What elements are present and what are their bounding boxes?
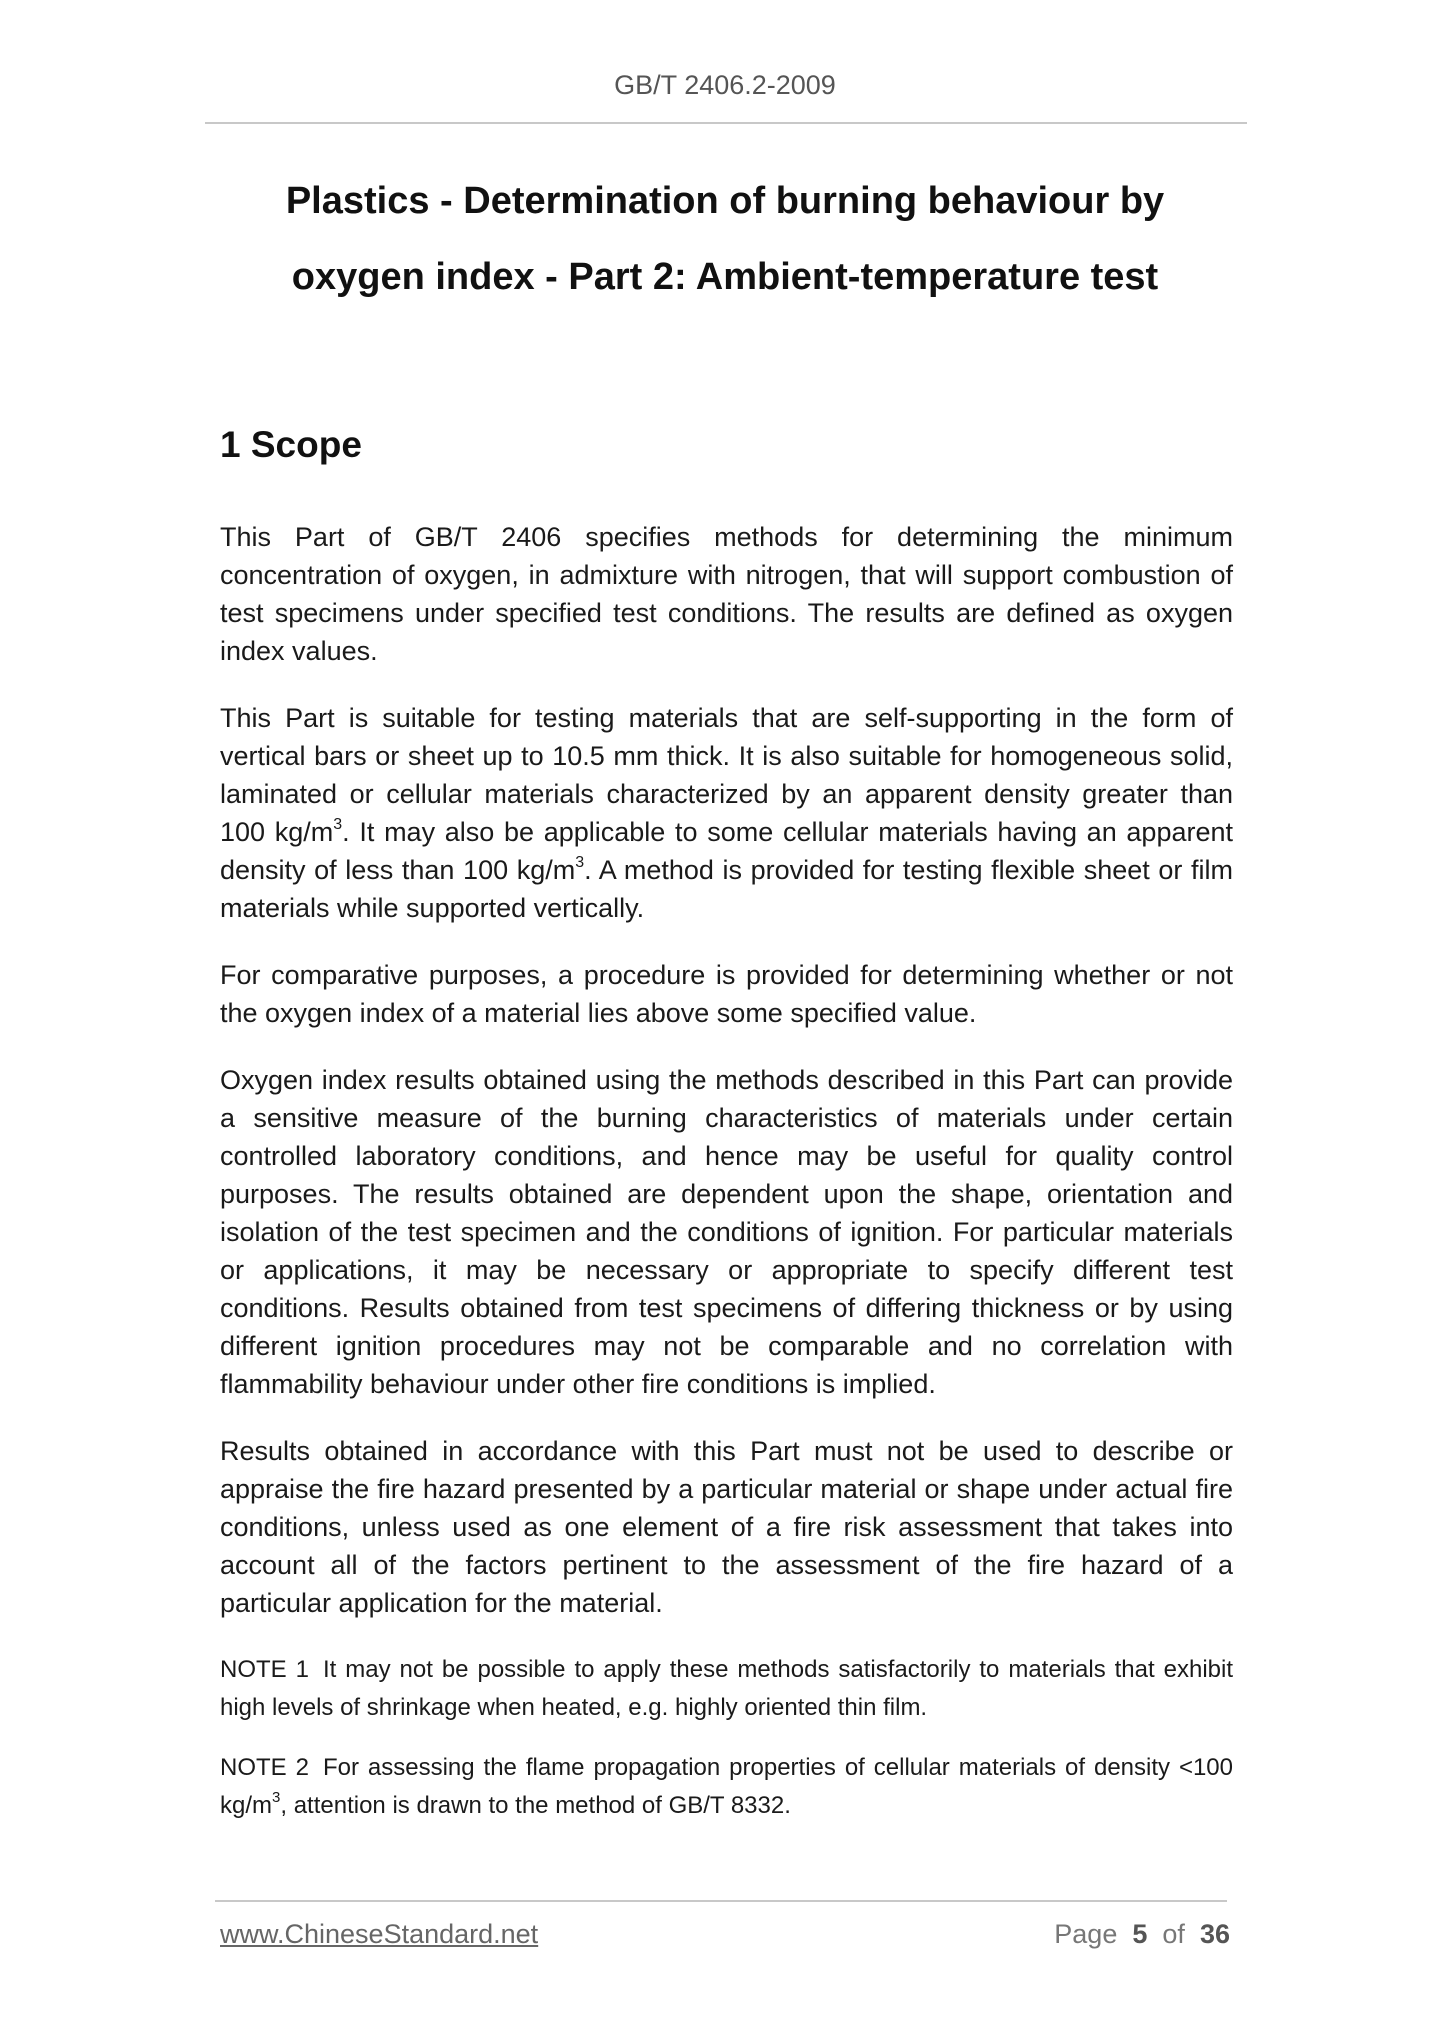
header-divider — [205, 122, 1247, 124]
footer-divider — [215, 1900, 1227, 1902]
section-heading-scope: 1 Scope — [220, 424, 362, 465]
scope-paragraph-2-part-c: . A method is provided for testing flexible sheet or film materials while supported vertically. — [220, 855, 1233, 923]
footer-website-link[interactable]: www.ChineseStandard.net — [220, 1919, 539, 1949]
note-1 — [220, 1651, 1233, 1727]
page-current: 5 — [1132, 1919, 1148, 1949]
note-1-label: NOTE 1 — [220, 1656, 309, 1683]
superscript-cubed: 3 — [272, 1789, 281, 1806]
note-2-label: NOTE 2 — [220, 1754, 309, 1781]
scope-paragraph-1: This Part of GB/T 2406 specifies methods for determining the minimum concentration of oxygen, in admixture with nitrogen, that will support combustion of test specimens under specified test conditions. The results are defined as oxygen index values. — [220, 522, 1233, 666]
superscript-cubed: 3 — [575, 854, 585, 871]
page-header-standard-code: GB/T 2406.2-2009 — [614, 70, 836, 100]
scope-paragraph-2-part-a: This Part is suitable for testing materials that are self-supporting in the form of vertical bars or sheet up to 10.5 mm thick. It is also suitable for homogeneous solid, laminated or cellular materials characterized by an apparent density greater than 100 kg/m — [220, 703, 1233, 847]
scope-paragraph-2-part-b: . It may also be applicable to some cellular materials having an apparent density of less than 100 kg/m — [220, 817, 1233, 885]
superscript-cubed: 3 — [333, 816, 343, 833]
document-title — [205, 163, 1245, 315]
footer-page-number — [1030, 1919, 1230, 1950]
note-2-text-a: For assessing the flame propagation properties of cellular materials of density <100 kg/m — [220, 1754, 1234, 1819]
note-2-text-b: , attention is drawn to the method of GB/T 8332. — [280, 1792, 791, 1819]
page-word: Page — [1054, 1919, 1118, 1949]
scope-body — [220, 518, 1233, 1847]
note-2 — [220, 1749, 1233, 1825]
note-1-text: It may not be possible to apply these methods satisfactorily to materials that exhibit high levels of shrinkage when heated, e.g. highly oriented thin film. — [220, 1656, 1233, 1721]
scope-paragraph-3: For comparative purposes, a procedure is provided for determining whether or not the oxygen index of a material lies above some specified value. — [220, 960, 1233, 1028]
document-title-line-1: Plastics - Determination of burning behaviour by — [285, 180, 1165, 222]
document-title-line-2: oxygen index - Part 2: Ambient-temperature test — [291, 256, 1159, 298]
scope-paragraph-2 — [220, 699, 1233, 927]
page-total: 36 — [1199, 1919, 1230, 1949]
scope-paragraph-5: Results obtained in accordance with this Part must not be used to describe or appraise the fire hazard presented by a particular material or shape under actual fire conditions, unless used as one element of a fire risk assessment that takes into account all of the factors pertinent to the assessment of the fire hazard of a particular application for the material. — [220, 1436, 1233, 1618]
of-word: of — [1162, 1919, 1185, 1949]
scope-paragraph-4: Oxygen index results obtained using the methods described in this Part can provide a sensitive measure of the burning characteristics of materials under certain controlled laboratory conditions, and hence may be useful for quality control purposes. The results obtained are dependent upon the shape, orientation and isolation of the test specimen and the conditions of ignition. For particular materials or applications, it may be necessary or appropriate to specify different test conditions. Results obtained from test specimens of differing thickness or by using different ignition procedures may not be comparable and no correlation with flammability behaviour under other fire conditions is implied. — [220, 1065, 1233, 1399]
